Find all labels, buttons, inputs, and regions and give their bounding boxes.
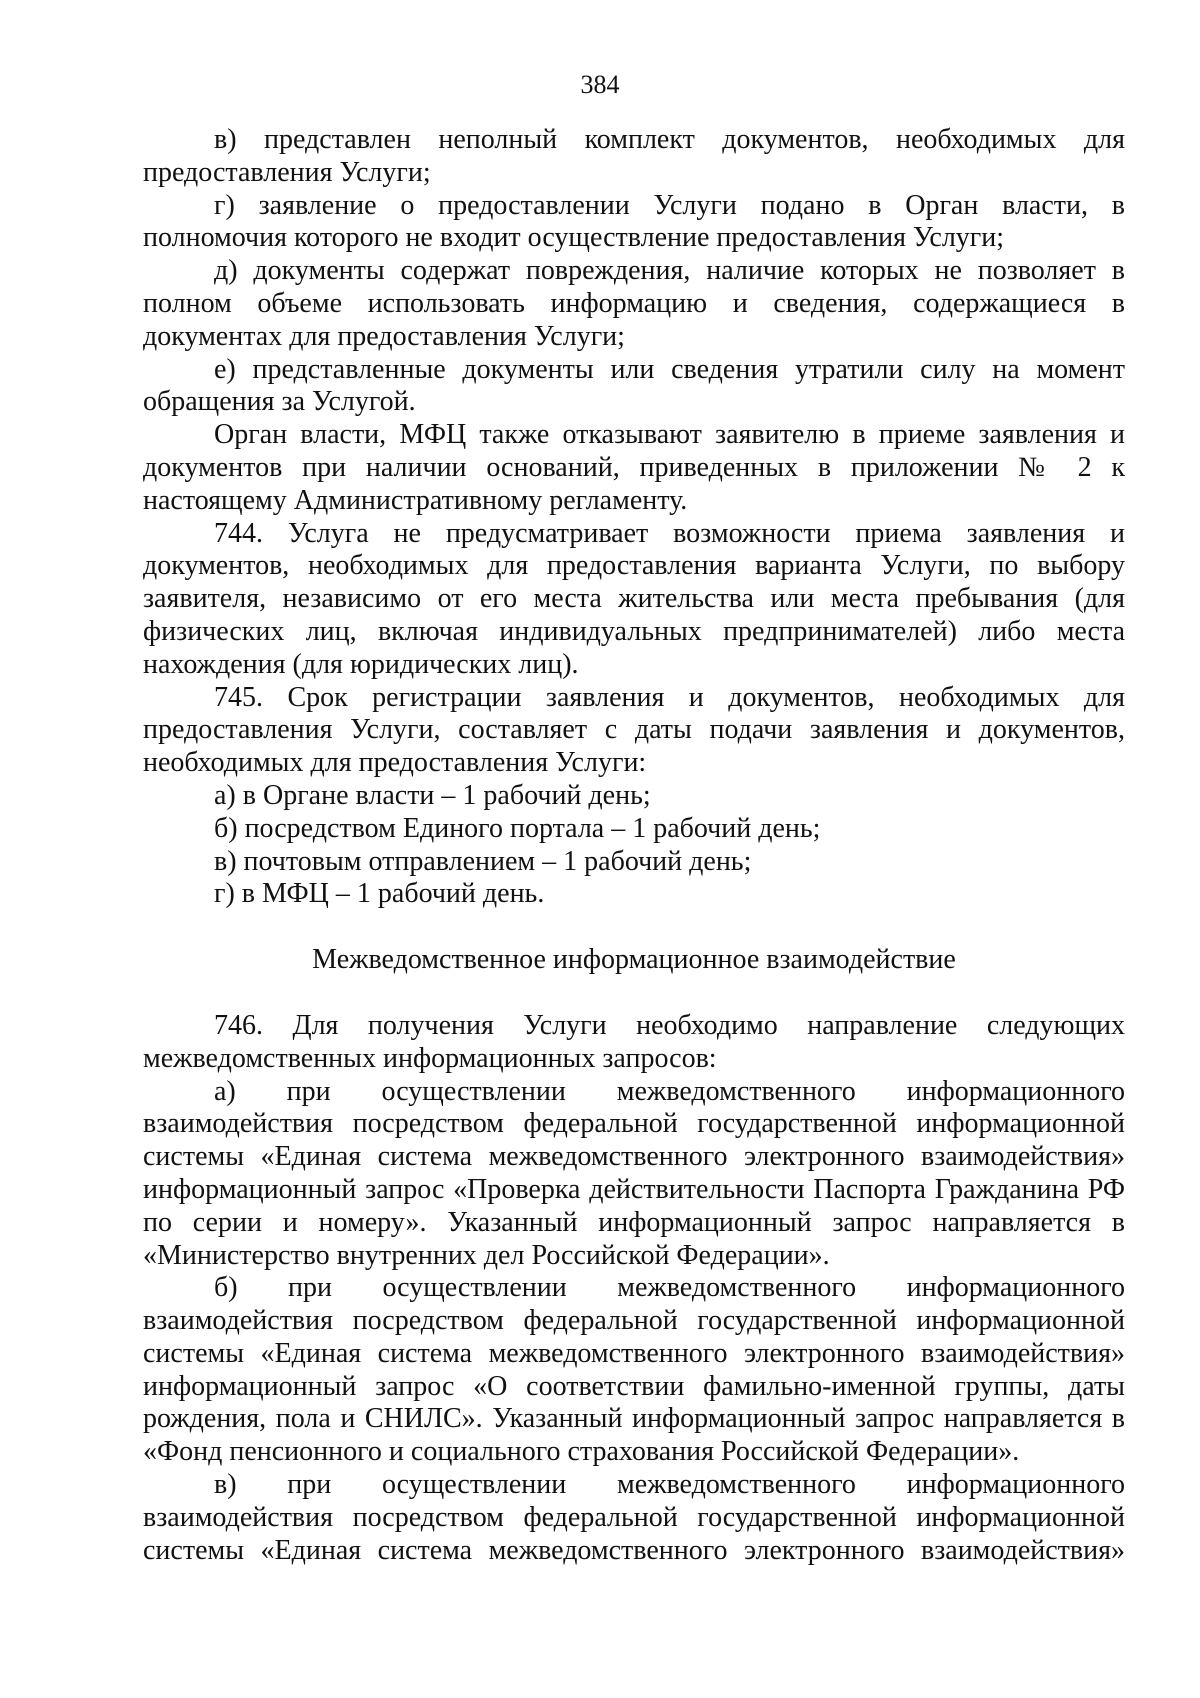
- page-number: 384: [580, 70, 620, 99]
- paragraph-line: нахождения (для юридических лиц).: [143, 648, 579, 680]
- paragraph-line: рождения, пола и СНИЛС». Указанный информационный запрос направляется в: [143, 1403, 1125, 1435]
- paragraph-line: б) при осуществлении межведомственного информационного: [214, 1272, 1125, 1304]
- paragraph-line: д) документы содержат повреждения, наличие которых не позволяет в: [214, 255, 1125, 287]
- heading-text: Межведомственное информационное взаимодействие: [312, 944, 956, 976]
- paragraph-line: необходимых для предоставления Услуги:: [143, 747, 647, 779]
- paragraph-line: взаимодействия посредством федеральной государственной информационной: [143, 1305, 1125, 1337]
- paragraph-line: системы «Единая система межведомственного электронного взаимодействия»: [143, 1534, 1125, 1566]
- paragraph-line: предоставления Услуги, составляет с даты подачи заявления и документов,: [143, 714, 1125, 746]
- paragraph-line: полномочия которого не входит осуществление предоставления Услуги;: [143, 222, 1005, 254]
- paragraph: [143, 124, 1125, 190]
- paragraph: [143, 419, 1125, 517]
- paragraph-line: заявителя, независимо от его места жительства или места пребывания (для: [143, 583, 1125, 615]
- section-heading: [143, 944, 1125, 977]
- paragraph-line: взаимодействия посредством федеральной государственной информационной: [143, 1108, 1125, 1140]
- paragraph: [143, 518, 1125, 682]
- paragraph-line: «Министерство внутренних дел Российской Федерации».: [143, 1239, 830, 1271]
- paragraph-line: предоставления Услуги;: [143, 156, 431, 188]
- paragraph: [143, 1469, 1125, 1567]
- paragraph-line: в) почтовым отправлением – 1 рабочий день;: [214, 845, 752, 877]
- paragraph-line: Орган власти, МФЦ также отказывают заявителю в приеме заявления и: [214, 419, 1125, 451]
- paragraph-line: физических лиц, включая индивидуальных предпринимателей) либо места: [143, 615, 1125, 647]
- paragraph-line: системы «Единая система межведомственного электронного взаимодействия»: [143, 1337, 1125, 1369]
- paragraph-line: информационный запрос «Проверка действительности Паспорта Гражданина РФ: [143, 1173, 1125, 1205]
- paragraph: [143, 846, 1125, 879]
- paragraph-line: системы «Единая система межведомственного электронного взаимодействия»: [143, 1141, 1125, 1173]
- paragraph-line: 745. Срок регистрации заявления и документов, необходимых для: [214, 681, 1125, 713]
- paragraph-line: а) в Органе власти – 1 рабочий день;: [214, 779, 651, 811]
- paragraph: [143, 878, 1125, 911]
- paragraph: [143, 813, 1125, 846]
- document-body: [143, 124, 1125, 1567]
- paragraph-line: по серии и номеру». Указанный информационный запрос направляется в: [143, 1206, 1125, 1238]
- paragraph-line: «Фонд пенсионного и социального страхования Российской Федерации».: [143, 1436, 1020, 1468]
- paragraph-line: б) посредством Единого портала – 1 рабочий день;: [214, 812, 821, 844]
- paragraph: [143, 1010, 1125, 1076]
- paragraph-line: обращения за Услугой.: [143, 386, 416, 418]
- paragraph-line: настоящему Административному регламенту.: [143, 484, 688, 516]
- paragraph-line: межведомственных информационных запросов:: [143, 1042, 717, 1074]
- paragraph-line: г) в МФЦ – 1 рабочий день.: [214, 878, 545, 910]
- paragraph-line: документов, необходимых для предоставления варианта Услуги, по выбору: [143, 550, 1125, 582]
- paragraph: [143, 354, 1125, 420]
- paragraph-line: информационный запрос «О соответствии фамильно-именной группы, даты: [143, 1370, 1125, 1402]
- paragraph-line: 744. Услуга не предусматривает возможности приема заявления и: [214, 517, 1125, 549]
- paragraph: [143, 780, 1125, 813]
- paragraph-line: а) при осуществлении межведомственного информационного: [214, 1075, 1125, 1107]
- paragraph-line: документах для предоставления Услуги;: [143, 320, 625, 352]
- paragraph: [143, 190, 1125, 256]
- paragraph: [143, 1076, 1125, 1273]
- paragraph-line: в) представлен неполный комплект документов, необходимых для: [214, 124, 1125, 155]
- paragraph: [143, 255, 1125, 353]
- paragraph: [143, 1272, 1125, 1469]
- paragraph-line: взаимодействия посредством федеральной государственной информационной: [143, 1501, 1125, 1533]
- paragraph: [143, 682, 1125, 780]
- paragraph-line: е) представленные документы или сведения утратили силу на момент: [214, 353, 1125, 385]
- paragraph-line: документов при наличии оснований, приведенных в приложении № 2 к: [143, 451, 1125, 483]
- paragraph-line: в) при осуществлении межведомственного информационного: [214, 1469, 1125, 1501]
- paragraph-line: полном объеме использовать информацию и сведения, содержащиеся в: [143, 287, 1125, 319]
- paragraph-line: 746. Для получения Услуги необходимо направление следующих: [214, 1009, 1125, 1041]
- paragraph-line: г) заявление о предоставлении Услуги подано в Орган власти, в: [214, 189, 1125, 221]
